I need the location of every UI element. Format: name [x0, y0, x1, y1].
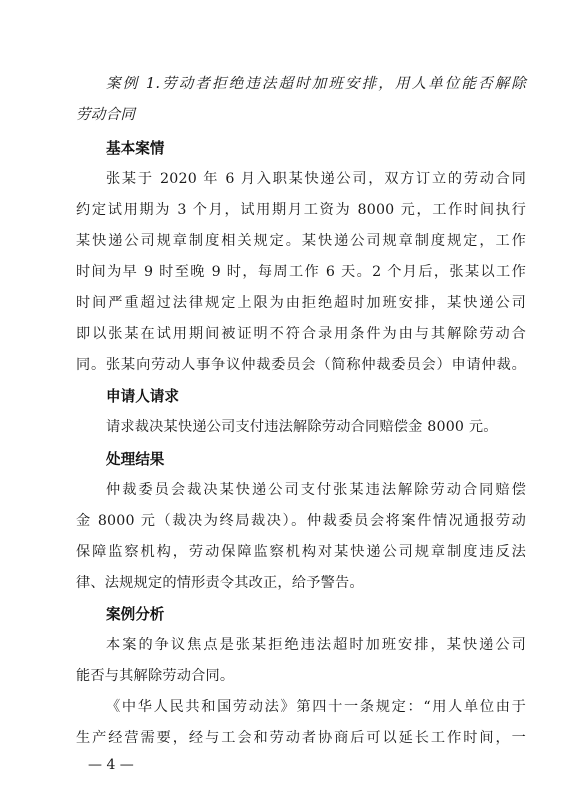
paragraph-line: 时间为早 9 时至晚 9 时，每周工作 6 天。2 个月后，张某以工作: [76, 264, 526, 280]
section-heading-basic-facts: 基本案情: [106, 140, 165, 157]
paragraph-line: 请求裁决某快递公司支付违法解除劳动合同赔偿金 8000 元。: [106, 419, 498, 435]
paragraph-line: 律、法规规定的情形责令其改正，给予警告。: [76, 575, 364, 591]
paragraph-line: 本案的争议焦点是张某拒绝违法超时加班安排，某快递公司: [106, 637, 526, 653]
paragraph-line: 《中华人民共和国劳动法》第四十一条规定：“用人单位由于: [106, 699, 526, 715]
paragraph-line: 张某于 2020 年 6 月入职某快递公司，双方订立的劳动合同: [106, 171, 526, 187]
case-title-line-1: 案例 1.劳动者拒绝违法超时加班安排，用人单位能否解除: [106, 75, 526, 92]
paragraph-line: 时间严重超过法律规定上限为由拒绝超时加班安排，某快递公司: [76, 295, 526, 311]
paragraph-line: 生产经营需要，经与工会和劳动者协商后可以延长工作时间，一: [76, 730, 526, 746]
paragraph-line: 保障监察机构，劳动保障监察机构对某快递公司规章制度违反法: [76, 544, 526, 560]
paragraph-line: 约定试用期为 3 个月，试用期月工资为 8000 元，工作时间执行: [76, 202, 526, 218]
paragraph-line: 同。张某向劳动人事争议仲裁委员会（简称仲裁委员会）申请仲裁。: [76, 357, 526, 373]
paragraph-line: 即以张某在试用期间被证明不符合录用条件为由与其解除劳动合: [76, 326, 526, 342]
section-heading-analysis: 案例分析: [106, 606, 165, 623]
section-heading-result: 处理结果: [106, 451, 165, 468]
paragraph-line: 仲裁委员会裁决某快递公司支付张某违法解除劳动合同赔偿: [106, 482, 526, 498]
paragraph-line: 金 8000 元（裁决为终局裁决）。仲裁委员会将案件情况通报劳动: [76, 513, 526, 529]
paragraph-line: 能否与其解除劳动合同。: [76, 668, 235, 684]
paragraph-line: 某快递公司规章制度相关规定。某快递公司规章制度规定，工作: [76, 233, 526, 249]
page-number: — 4 —: [88, 757, 134, 773]
case-title-line-2: 劳动合同: [76, 106, 136, 123]
section-heading-request: 申请人请求: [106, 388, 179, 405]
